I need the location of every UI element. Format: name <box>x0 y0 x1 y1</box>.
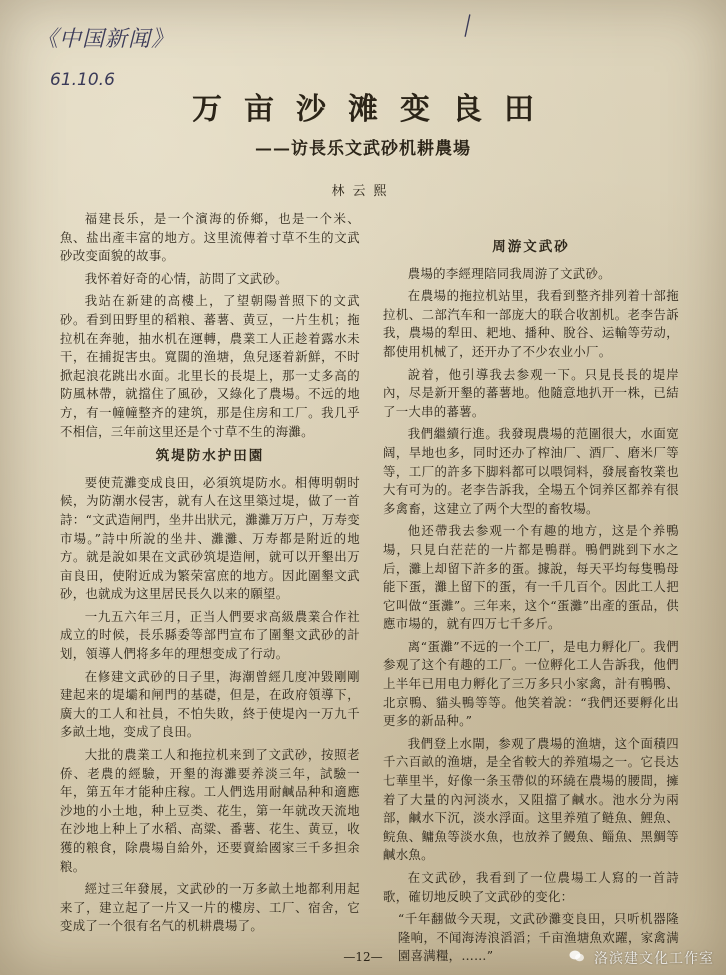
paragraph: 在修建文武砂的日子里，海潮曾經几度冲毀剛剛建起来的堤壩和闸門的基礎，但是，在政府領導下，廣大的工人和社員，不怕失敗，終于使堤內一万九千多畝土地，变成了良田。 <box>60 668 360 740</box>
watermark-text: 洛滨建文化工作室 <box>594 951 714 967</box>
article-subtitle: ——访長乐文武砂机耕農場 <box>255 139 471 159</box>
paragraph: 要使荒灘变成良田，必須筑堤防水。相傳明朝时候，为防潮水侵害，就有人在这里築过堤，做了一首詩：“文武造闸門，坐井出狀元，灘灘万万户，万寿变市場。”詩中所說的坐井、灘灘、万寿都是附近的地方。就是說如果在文武砂筑堤造闸，就可以开墾出万亩良田，使附近成为繁荣富庶的地方。因此圍墾文武砂，也就成为这里居民長久以来的願望。 <box>60 474 360 602</box>
section-heading: 筑堤防水护田園 <box>155 448 265 465</box>
paragraph: 農場的李經理陪同我周游了文武砂。 <box>407 265 611 281</box>
watermark <box>569 948 714 968</box>
paragraph: 經过三年發展，文武砂的一万多畝土地都利用起来了，建立起了一片又一片的樓房、工厂、宿舍，它变成了一个很有名气的机耕農場了。 <box>60 881 360 934</box>
section-heading: 周游文武砂 <box>492 239 570 255</box>
paragraph: 我們繼續行進。我發現農場的范圍很大，水面宽阔，旱地也多，同时还办了榨油厂、酒厂、磨米厂等等，工厂的許多下脚料都可以喂饲料，發展畜牧業也大有可为的。老李告訴我，全場五个饲养区都养有很多禽畜，这建立了两个大型的畜牧場。 <box>383 426 679 516</box>
article-author: 林云熙 <box>331 184 395 199</box>
paragraph: 一九五六年三月，正当人們要求高級農業合作社成立的时候，長乐縣委等部門宣布了圍墾文武砂的計划，領導人們将多年的理想变成了行动。 <box>60 608 360 662</box>
right-column <box>383 232 679 970</box>
handwritten-source-note: 《中国新闻》 <box>36 27 175 52</box>
paragraph: 大批的農業工人和拖拉机来到了文武砂，按照老侨、老農的經驗，开墾的海灘要养淡三年，試驗一年，第五年才能种庄稼。工人們选用耐鹹品种和適應沙地的小土地，种上豆类、花生，第一年就改天流地在沙地上种上了水稻、高粱、番薯、花生、黄豆，收獲的粮食，除農場自給外，还要賣給國家三千多担余粮。 <box>60 747 360 874</box>
paragraph: 說着，他引導我去参观一下。只見長長的堤岸內，尽是新开墾的蕃薯地。他隨意地扒开一株，已結了一大串的蕃薯。 <box>383 366 679 419</box>
article-title: 万亩沙滩变良田 <box>192 92 556 127</box>
paragraph: 在文武砂，我看到了一位農場工人寫的一首詩歌，確切地反映了文武砂的变化： <box>383 870 679 904</box>
paragraph: 在農場的拖拉机站里，我看到整齐排列着十部拖拉机、二部汽车和一部庞大的联合收割机。老李告訴我，農場的犁田、耙地、播种、脫谷、运輸等劳动，都使用机械了，还开办了不少农业小厂。 <box>383 288 679 359</box>
paragraph: 我站在新建的高樓上，了望朝陽普照下的文武砂。看到田野里的稻粮、蕃薯、黄豆，一片生机；拖拉机在奔驰，抽水机在運轉，農業工人正趁着露水未干，在捕捉害虫。寬闊的渔塘，魚兒逐着新鮮，不时掀起浪花跳出水面。北里长的長堤上，那一丈多高的防風林帶，就擋住了風砂，又綠化了農場。不远的地方，有一幢幢整齐的建筑，那是住房和工厂。我几乎不相信，三年前这里还是个寸草不生的海灘。 <box>60 293 360 439</box>
paragraph: 离“蛋灘”不远的一个工厂，是电力孵化厂。我們参观了这个有趣的工厂。一位孵化工人告訴我，他們上半年已用电力孵化了三万多只小家禽，計有鴨鴨、北京鴨、貓头鴨等等。他笑着說：“我們还要孵化出更多的新品种。” <box>383 638 679 729</box>
wechat-icon <box>569 949 585 967</box>
paragraph: 我怀着好奇的心情，訪問了文武砂。 <box>84 270 288 286</box>
left-column <box>60 210 360 940</box>
handwritten-mark: l <box>459 9 475 46</box>
paragraph: 他还帶我去参观一个有趣的地方，这是个养鴨場，只見白茫茫的一片都是鴨群。鴨們跳到下水之后，灘上却留下許多的蛋。據說，每天平均每隻鴨母能下蛋，灘上留下的蛋，有一千几百个。因此工人把它叫做“蛋灘”。三年来，这个“蛋灘”出產的蛋品，供應市場的，就有四万七千多斤。 <box>383 523 679 632</box>
paragraph: 我們登上水閘，参观了農場的渔塘，这个面積四千六百畝的渔塘，是全省較大的养殖場之一。它長达七華里半，好像一条玉帶似的环繞在農場的腰間，擁着了大量的內河淡水，又阻擋了鹹水。池水分为兩部，鹹水下沉，淡水浮面。这里养殖了鲢魚、鯉魚、鲩魚、鳙魚等淡水魚，也放养了鰻魚、鲻魚、黑鯛等鹹水魚。 <box>383 735 679 863</box>
poem-line: “千年翻做今天現，文武砂灘变良田，只听机器隆隆响，不闻海涛浪滔滔；千亩渔塘魚欢躍，家禽满園喜满糧，……” <box>397 911 679 964</box>
page-number: —12— <box>343 950 383 964</box>
handwritten-date: 61.10.6 <box>50 70 115 90</box>
paragraph: 福建長乐，是一个濱海的侨鄉，也是一个米、魚、盐出產丰富的地方。这里流傳着寸草不生的文武砂改变面貌的故事。 <box>60 211 360 264</box>
